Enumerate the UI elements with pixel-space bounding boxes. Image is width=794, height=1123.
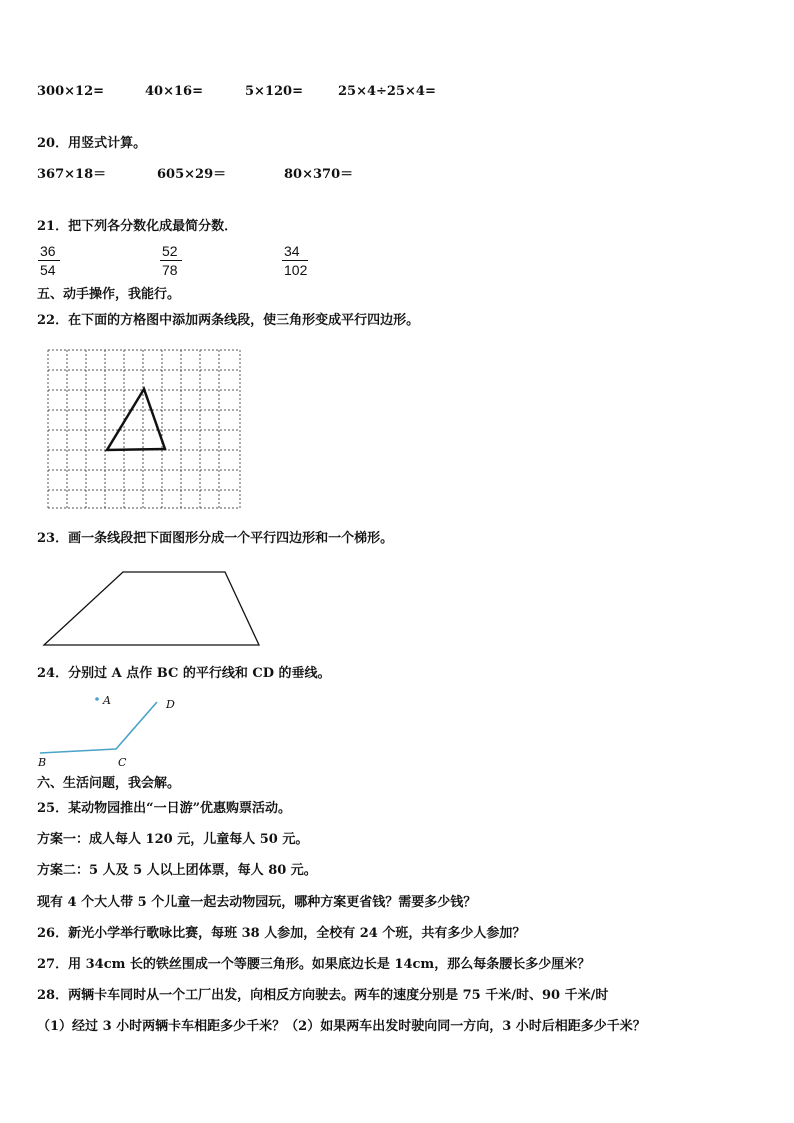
label-c: C (118, 756, 127, 769)
q20-item-1: 367×18＝ (37, 167, 107, 182)
calc-item-1: 300×12= (37, 84, 105, 99)
q22-grid-figure (44, 347, 244, 511)
q25-title: 25．某动物园推出“一日游”优惠购票活动。 (37, 801, 292, 816)
angle-bcd-lines (40, 702, 157, 753)
section-6-heading: 六、生活问题，我会解。 (37, 776, 181, 791)
q23-trapezoid-figure (40, 568, 265, 650)
fraction-2-denominator: 78 (162, 262, 178, 278)
fraction-1-numerator: 36 (40, 243, 56, 259)
q25-plan-1: 方案一：成人每人 120 元，儿童每人 50 元。 (37, 832, 309, 847)
fraction-3-denominator: 102 (284, 262, 308, 278)
triangle-shape (107, 389, 165, 450)
q20-title: 20．用竖式计算。 (37, 136, 147, 151)
q21-title: 21．把下列各分数化成最简分数． (37, 219, 238, 234)
q24-angle-figure (36, 690, 186, 770)
label-d: D (166, 698, 175, 711)
fraction-3-numerator: 34 (284, 243, 300, 259)
calc-item-3: 5×120= (245, 84, 303, 99)
dotted-grid (48, 350, 240, 508)
q23-title: 23．画一条线段把下面图形分成一个平行四边形和一个梯形。 (37, 531, 394, 546)
trapezoid-shape (44, 572, 259, 645)
label-b: B (38, 756, 47, 769)
q20-item-3: 80×370＝ (284, 167, 354, 182)
q25-plan-2: 方案二：5 人及 5 人以上团体票，每人 80 元。 (37, 863, 317, 878)
fraction-2 (160, 242, 200, 279)
fraction-3 (282, 242, 322, 279)
q22-title: 22．在下面的方格图中添加两条线段，使三角形变成平行四边形。 (37, 313, 420, 328)
q26-text: 26．新光小学举行歌咏比赛，每班 38 人参加，全校有 24 个班，共有多少人参加？ (37, 926, 526, 941)
q24-title: 24．分别过 A 点作 BC 的平行线和 CD 的垂线。 (37, 666, 331, 681)
calc-item-4: 25×4÷25×4= (338, 84, 436, 99)
point-a-dot (95, 697, 99, 701)
q25-question: 现有 4 个大人带 5 个儿童一起去动物园玩，哪种方案更省钱？需要多少钱？ (37, 895, 477, 910)
q27-text: 27．用 34cm 长的铁丝围成一个等腰三角形。如果底边长是 14cm，那么每条腰长多少厘米？ (37, 957, 591, 972)
fraction-1 (38, 242, 78, 279)
section-5-heading: 五、动手操作，我能行。 (37, 287, 181, 302)
q28-subquestions: （1）经过 3 小时两辆卡车相距多少千米？（2）如果两车出发时驶向同一方向，3 小时后相距多少千米？ (37, 1019, 646, 1034)
fraction-2-numerator: 52 (162, 243, 178, 259)
calc-item-2: 40×16= (145, 84, 203, 99)
q28-text: 28．两辆卡车同时从一个工厂出发，向相反方向驶去。两车的速度分别是 75 千米/时、90 千米/时 (37, 988, 609, 1003)
fraction-1-denominator: 54 (40, 262, 56, 278)
label-a: A (103, 694, 111, 707)
q20-item-2: 605×29＝ (157, 167, 227, 182)
